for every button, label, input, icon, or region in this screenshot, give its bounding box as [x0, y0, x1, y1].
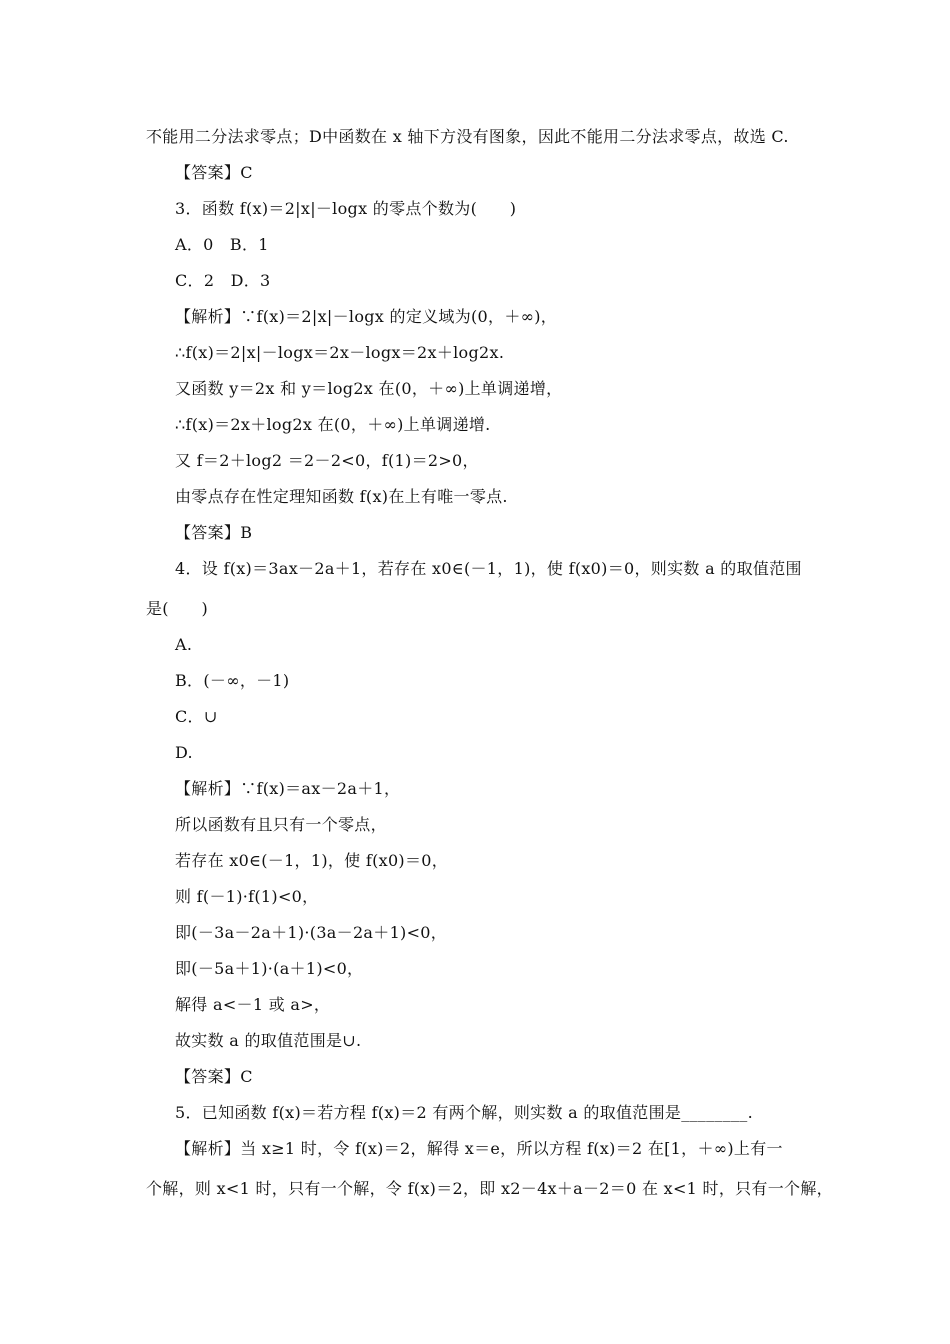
- solution-line: ∴f(x)＝2x＋log2x 在(0，＋∞)上单调递增.: [175, 415, 491, 434]
- solution-line: 又 f＝2＋log2 ＝2－2<0，f(1)＝2>0，: [175, 451, 479, 470]
- solution-line: 若存在 x0∈(－1，1)，使 f(x0)＝0，: [175, 851, 449, 870]
- question-5: 5．已知函数 f(x)＝若方程 f(x)＝2 有两个解，则实数 a 的取值范围是________.: [175, 1103, 753, 1122]
- solution-line: 由零点存在性定理知函数 f(x)在上有唯一零点.: [175, 487, 508, 506]
- answer-line: 【答案】C: [175, 1067, 253, 1086]
- option-d: D.: [175, 743, 193, 762]
- option-line: C．2 D．3: [175, 271, 271, 290]
- solution-line: 故实数 a 的取值范围是∪.: [175, 1031, 362, 1050]
- answer-line: 【答案】B: [175, 523, 253, 542]
- solution-line: 即(－3a－2a＋1)·(3a－2a＋1)<0，: [175, 923, 448, 942]
- option-line: A．0 B．1: [175, 235, 269, 254]
- option-c: C．∪: [175, 707, 218, 726]
- answer-line: 【答案】C: [175, 163, 253, 182]
- solution-line: 【解析】当 x≥1 时，令 f(x)＝2，解得 x＝e，所以方程 f(x)＝2 在[1，＋∞)上有一: [175, 1139, 783, 1158]
- text-line: 不能用二分法求零点；D中函数在 x 轴下方没有图象，因此不能用二分法求零点，故选 C.: [146, 127, 789, 146]
- solution-line: 个解，则 x<1 时，只有一个解，令 f(x)＝2，即 x2－4x＋a－2＝0 在 x<1 时，只有一个解，: [146, 1179, 833, 1198]
- option-b: B．(－∞，－1): [175, 671, 290, 690]
- solution-line: 又函数 y＝2x 和 y＝log2x 在(0，＋∞)上单调递增，: [175, 379, 563, 398]
- solution-line: ∴f(x)＝2|x|－logx＝2x－logx＝2x＋log2x.: [175, 343, 505, 362]
- question-4-continued: 是( ): [146, 599, 208, 618]
- solution-line: 即(－5a＋1)·(a＋1)<0，: [175, 959, 364, 978]
- solution-line: 【解析】∵f(x)＝2|x|－logx 的定义域为(0，＋∞)，: [175, 307, 558, 326]
- solution-line: 所以函数有且只有一个零点，: [175, 815, 387, 834]
- option-a: A.: [175, 635, 193, 654]
- solution-line: 解得 a<－1 或 a>，: [175, 995, 331, 1014]
- question-4: 4．设 f(x)＝3ax－2a＋1，若存在 x0∈(－1，1)，使 f(x0)＝0，则实数 a 的取值范围: [175, 559, 802, 578]
- solution-line: 【解析】∵f(x)＝ax－2a＋1，: [175, 779, 401, 798]
- question-3: 3．函数 f(x)＝2|x|－logx 的零点个数为( ): [175, 199, 517, 218]
- solution-line: 则 f(－1)·f(1)<0，: [175, 887, 319, 906]
